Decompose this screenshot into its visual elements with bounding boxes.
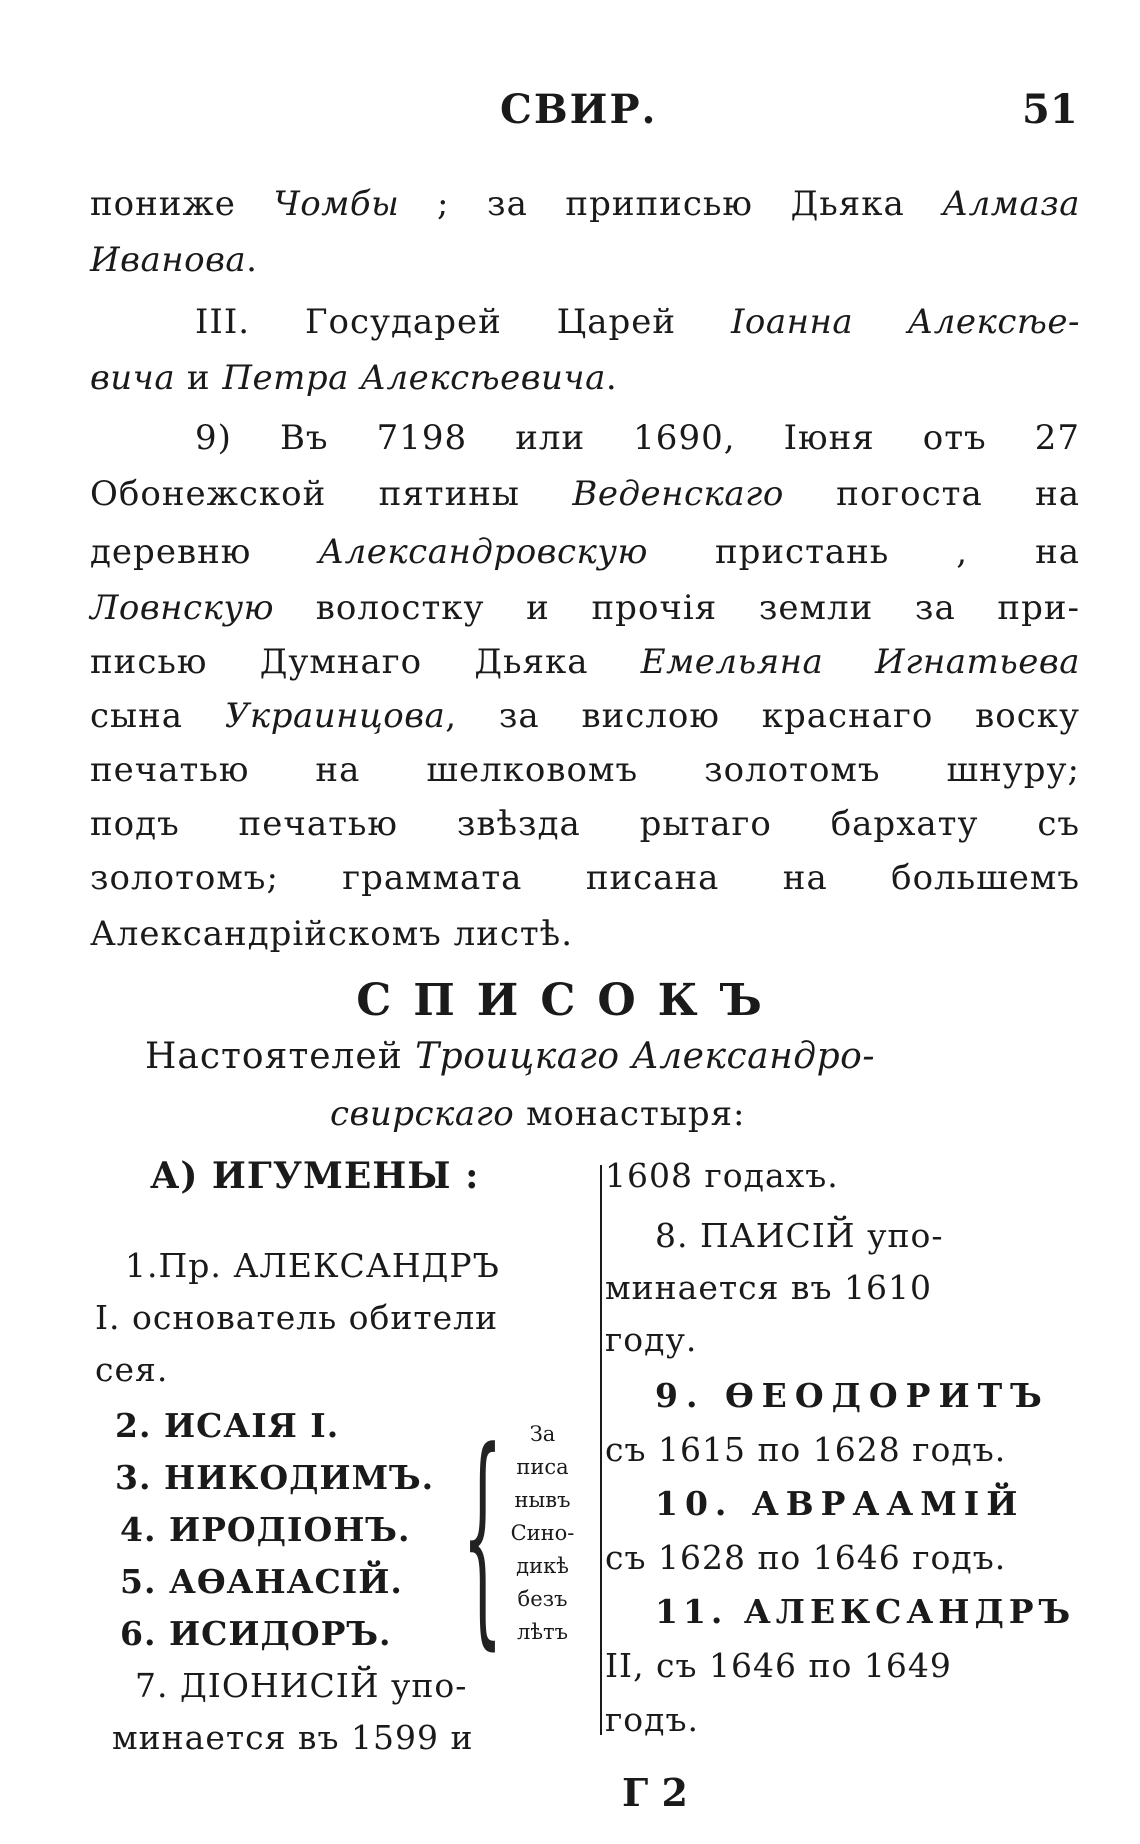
list-entry: годъ.: [605, 1700, 699, 1739]
list-entry: 5. АѲАНАСІЙ.: [120, 1562, 403, 1601]
running-title: СВИР.: [500, 86, 658, 133]
list-entry: 11. АЛЕКСАНДРЪ: [655, 1592, 1076, 1631]
body-line: Иванова.: [90, 240, 258, 280]
body-line: Обонежской пятины Веденскаго погоста на: [90, 474, 1081, 514]
list-entry: сея.: [95, 1350, 169, 1389]
body-line: пониже Чомбы ; за приписью Дьяка Алмаза: [90, 184, 1081, 224]
body-line: золотомъ; граммата писана на большемъ: [90, 858, 1080, 898]
list-entry: 4. ИРОДІОНЪ.: [120, 1510, 411, 1549]
body-line: вича и Петра Алексѣевича.: [90, 358, 618, 398]
page-number: 51: [1022, 86, 1078, 133]
body-line: III. Государей Царей Іоанна Алексѣе-: [195, 302, 1081, 342]
list-entry: 6. ИСИДОРЪ.: [120, 1614, 392, 1653]
list-subheading: Настоятелей Троицкаго Александро-: [145, 1036, 876, 1077]
list-entry: съ 1628 по 1646 годъ.: [605, 1538, 1007, 1577]
brace-mark: {: [462, 1403, 503, 1670]
list-entry: II, съ 1646 по 1649: [605, 1646, 952, 1685]
list-entry: 10. АВРААМІЙ: [655, 1484, 1025, 1523]
body-line: Ловнскую волостку и прочія земли за при-: [90, 588, 1080, 628]
body-line: 9) Въ 7198 или 1690, Іюня отъ 27: [195, 418, 1080, 458]
list-entry: 2. ИСАІЯ I.: [115, 1406, 340, 1445]
list-entry: 3. НИКОДИМЪ.: [115, 1458, 435, 1497]
list-entry: году.: [605, 1320, 698, 1359]
section-label: А) ИГУМЕНЫ :: [150, 1155, 480, 1197]
list-entry: 9. ѲЕОДОРИТЪ: [655, 1376, 1050, 1415]
body-line: писью Думнаго Дьяка Емельяна Игнатьева: [90, 642, 1080, 682]
body-line: деревню Александровскую пристань , на: [90, 532, 1081, 572]
body-line: печатью на шелковомъ золотомъ шнуру;: [90, 750, 1080, 790]
list-heading: СПИСОКЪ: [356, 975, 784, 1026]
signature-mark: Г 2: [622, 1770, 688, 1815]
list-entry: 7. ДІОНИСІЙ упо-: [135, 1666, 468, 1705]
body-line: Александрійскомъ листѣ.: [90, 914, 573, 954]
body-line: сына Украинцова, за вислою краснаго воску: [90, 696, 1080, 736]
list-entry: I. основатель обители: [95, 1298, 499, 1337]
body-line: подъ печатью звѣзда рытаго бархату съ: [90, 804, 1080, 844]
list-subheading: свирскаго монастыря:: [330, 1094, 746, 1134]
list-entry: 1.Пр. АЛЕКСАНДРЪ: [125, 1246, 500, 1285]
brace-note: За писа нывъ Сино- дикѣ безъ лѣтъ: [510, 1422, 575, 1644]
list-entry: 1608 годахъ.: [605, 1156, 839, 1195]
list-entry: минается въ 1599 и: [112, 1718, 474, 1757]
list-entry: съ 1615 по 1628 годъ.: [605, 1430, 1007, 1469]
list-entry: 8. ПАИСІЙ упо-: [655, 1216, 944, 1255]
list-entry: минается въ 1610: [605, 1268, 932, 1307]
column-divider: [600, 1165, 602, 1735]
